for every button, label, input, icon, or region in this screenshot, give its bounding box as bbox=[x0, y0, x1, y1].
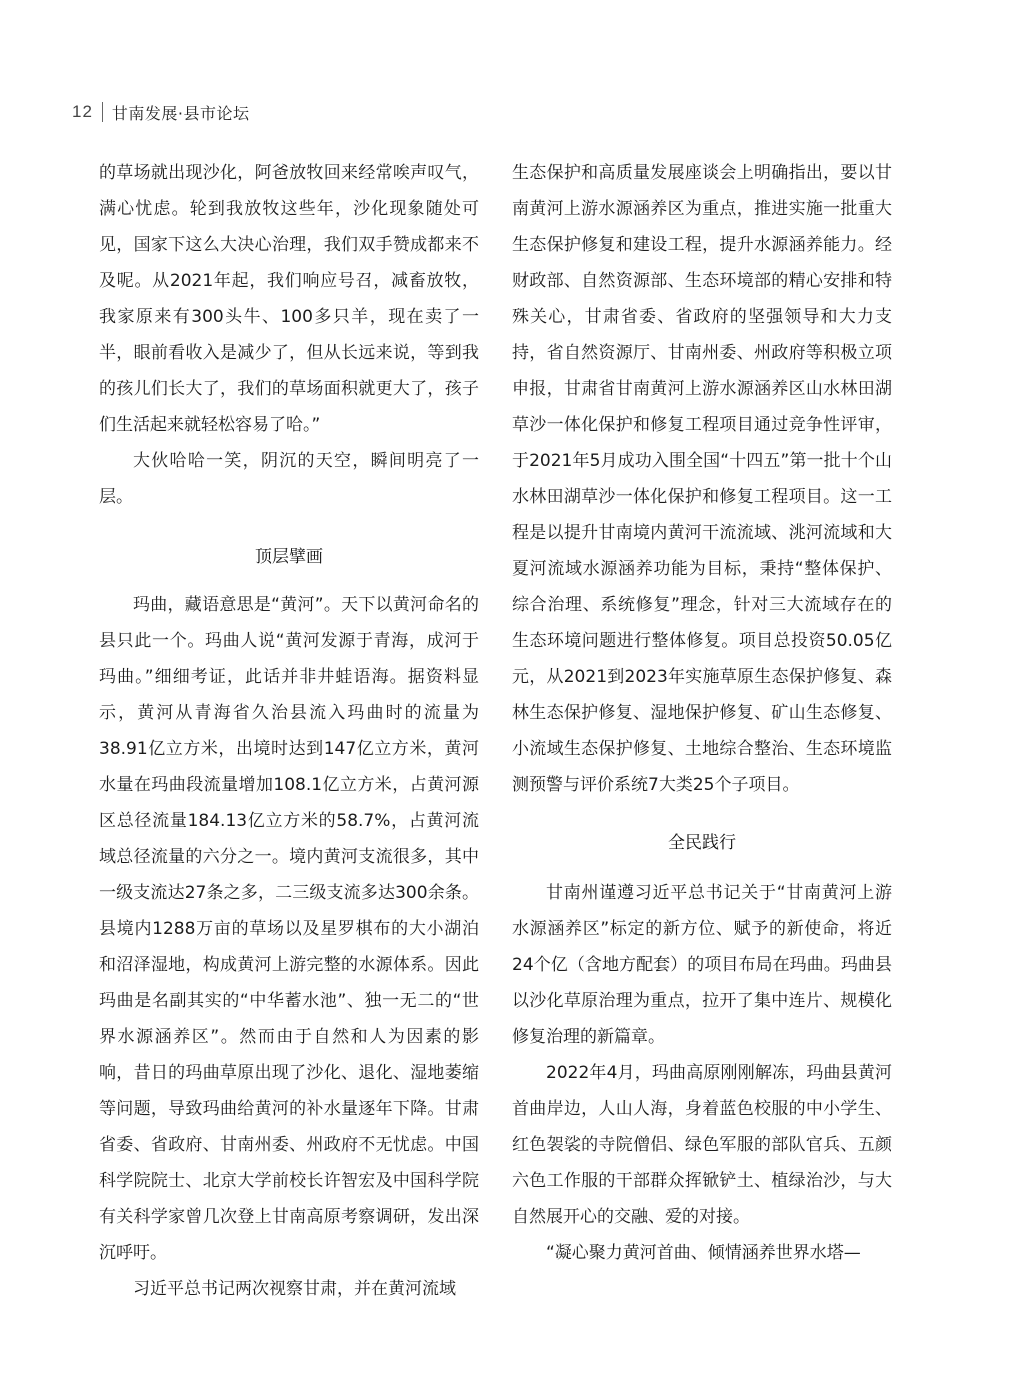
paragraph-continued: 的草场就出现沙化，阿爸放牧回来经常唉声叹气，满心忧虑。轮到我放牧这些年，沙化现象随处可见，国家下这么大决心治理，我们双手赞成都来不及呢。从2021年起，我们响应号召，减畜放牧，我家原来有300头牛、100多只羊，现在卖了一半，眼前看收入是减少了，但从长远来说，等到我的孩儿们长大了，我们的草场面积就更大了，孩子们生活起来就轻松容易了哈。” bbox=[99, 163, 479, 435]
page-number: 12 bbox=[72, 102, 93, 121]
paragraph: “凝心聚力黄河首曲、倾情涵养世界水塔— bbox=[546, 1243, 861, 1263]
paragraph: 甘南州谨遵习近平总书记关于“甘南黄河上游水源涵养区”标定的新方位、赋予的新使命，将近24个亿（含地方配套）的项目布局在玛曲。玛曲县以沙化草原治理为重点，拉开了集中连片、规模化修复治理的新篇章。 bbox=[512, 883, 892, 1047]
running-title: 甘南发展·县市论坛 bbox=[111, 103, 250, 123]
page-header bbox=[72, 100, 250, 124]
paragraph: 玛曲，藏语意思是“黄河”。天下以黄河命名的县只此一个。玛曲人说“黄河发源于青海，成河于玛曲。”细细考证，此话并非井蛙语海。据资料显示，黄河从青海省久治县流入玛曲时的流量为38.91亿立方米，出境时达到147亿立方米，黄河水量在玛曲段流量增加108.1亿立方米，占黄河源区总径流量184.13亿立方米的58.7%，占黄河流域总径流量的六分之一。境内黄河支流很多，其中一级支流达27条之多，二三级支流多达300余条。县境内1288万亩的草场以及星罗棋布的大小湖泊和沼泽湿地，构成黄河上游完整的水源体系。因此玛曲是名副其实的“中华蓄水池”、独一无二的“世界水源涵养区”。然而由于自然和人为因素的影响，昔日的玛曲草原出现了沙化、退化、湿地萎缩等问题，导致玛曲给黄河的补水量逐年下降。甘肃省委、省政府、甘南州委、州政府不无忧虑。中国科学院院士、北京大学前校长许智宏及中国科学院有关科学家曾几次登上甘南高原考察调研，发出深沉呼吁。 bbox=[99, 595, 479, 1263]
paragraph: 2022年4月，玛曲高原刚刚解冻，玛曲县黄河首曲岸边，人山人海，身着蓝色校服的中小学生、红色袈裟的寺院僧侣、绿色军服的部队官兵、五颜六色工作服的干部群众挥锨铲土、植绿治沙，与大自然展开心的交融、爱的对接。 bbox=[512, 1063, 892, 1227]
left-column bbox=[99, 155, 479, 1307]
paragraph: 大伙哈哈一笑，阴沉的天空，瞬间明亮了一层。 bbox=[99, 451, 479, 507]
section-heading-public-practice: 全民践行 bbox=[668, 833, 736, 853]
right-column bbox=[512, 155, 892, 1271]
paragraph: 习近平总书记两次视察甘肃，并在黄河流域 bbox=[133, 1279, 456, 1299]
header-divider bbox=[102, 102, 103, 122]
paragraph-continued: 生态保护和高质量发展座谈会上明确指出，要以甘南黄河上游水源涵养区为重点，推进实施一批重大生态保护修复和建设工程，提升水源涵养能力。经财政部、自然资源部、生态环境部的精心安排和特殊关心，甘肃省委、省政府的坚强领导和大力支持，省自然资源厅、甘南州委、州政府等积极立项申报，甘肃省甘南黄河上游水源涵养区山水林田湖草沙一体化保护和修复工程项目通过竞争性评审，于2021年5月成功入围全国“十四五”第一批十个山水林田湖草沙一体化保护和修复工程项目。这一工程是以提升甘南境内黄河干流流域、洮河流域和大夏河流域水源涵养功能为目标，秉持“整体保护、综合治理、系统修复”理念，针对三大流域存在的生态环境问题进行整体修复。项目总投资50.05亿元，从2021到2023年实施草原生态保护修复、森林生态保护修复、湿地保护修复、矿山生态修复、小流域生态保护修复、土地综合整治、生态环境监测预警与评价系统7大类25个子项目。 bbox=[512, 163, 892, 795]
section-heading-top-level-design: 顶层擘画 bbox=[255, 547, 323, 567]
